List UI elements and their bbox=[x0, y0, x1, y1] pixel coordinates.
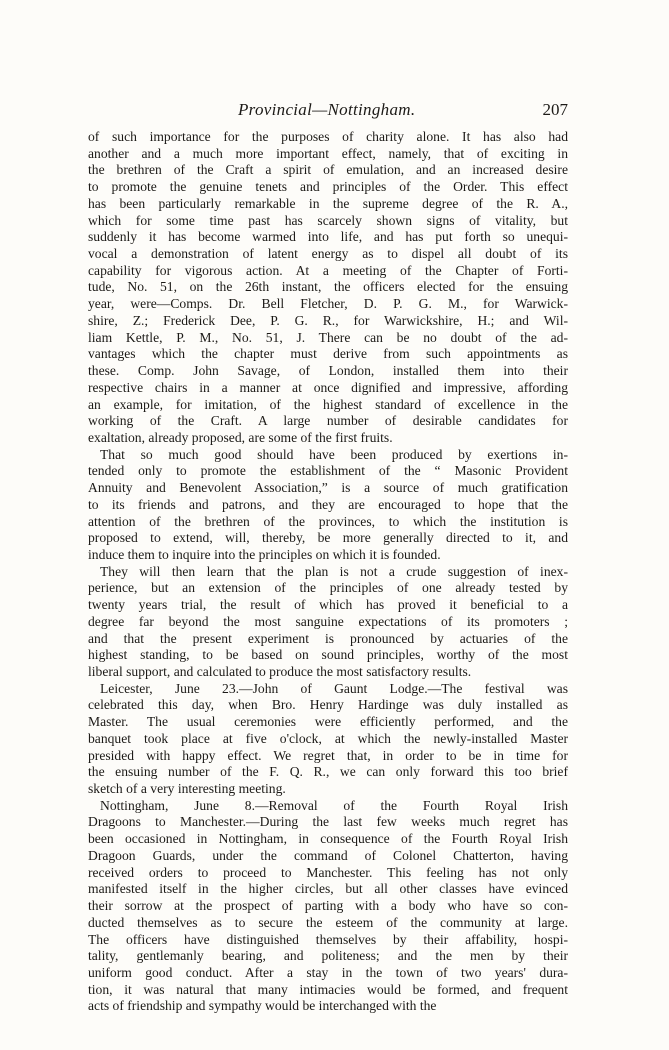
text-line: tude, No. 51, on the 26th instant, the officers elected for the ensuing bbox=[88, 279, 568, 295]
text-line: attention of the brethren of the provinces, to which the institution is bbox=[88, 513, 568, 529]
text-line: ducted themselves as to secure the esteem of the community at large. bbox=[88, 914, 568, 930]
text-line: manifested itself in the higher circles, but all other classes have evinced bbox=[88, 881, 568, 897]
text-line: celebrated this day, when Bro. Henry Hardinge was duly installed as bbox=[88, 697, 568, 713]
text-line: has been particularly remarkable in the supreme degree of the R. A., bbox=[88, 195, 568, 211]
text-line: been occasioned in Nottingham, in consequence of the Fourth Royal Irish bbox=[88, 831, 568, 847]
text-line: tality, gentlemanly bearing, and politeness; and the men by their bbox=[88, 948, 568, 964]
text-line: Dragoon Guards, under the command of Colonel Chatterton, having bbox=[88, 847, 568, 863]
text-line: which for some time past has scarcely shown signs of vitality, but bbox=[88, 212, 568, 228]
page-number: 207 bbox=[542, 100, 568, 119]
text-line: proposed to extend, will, thereby, be more generally directed to it, and bbox=[88, 530, 568, 546]
text-line: the brethren of the Craft a spirit of emulation, and an increased desire bbox=[88, 162, 568, 178]
paragraph bbox=[88, 447, 568, 564]
text-line: their sorrow at the prospect of parting with a body who have so con- bbox=[88, 898, 568, 914]
text-line: perience, but an extension of the principles of one already tested by bbox=[88, 580, 568, 596]
running-head bbox=[88, 100, 568, 124]
text-line: exaltation, already proposed, are some of the first fruits. bbox=[88, 429, 393, 445]
text-line: liam Kettle, P. M., No. 51, J. There can be no doubt of the ad- bbox=[88, 329, 568, 345]
running-title: Provincial—Nottingham. bbox=[238, 100, 416, 119]
text-line: presided with happy effect. We regret that, in order to be in time for bbox=[88, 747, 568, 763]
text-line: to promote the genuine tenets and principles of the Order. This effect bbox=[88, 179, 568, 195]
text-line: the ensuing number of the F. Q. R., we can only forward this too brief bbox=[88, 764, 568, 780]
text-line: Master. The usual ceremonies were efficiently performed, and the bbox=[88, 714, 568, 730]
text-line: acts of friendship and sympathy would be interchanged with the bbox=[88, 998, 437, 1014]
text-line: received orders to proceed to Manchester. This feeling has not only bbox=[88, 864, 568, 880]
text-line: degree far beyond the most sanguine expectations of its promoters ; bbox=[88, 613, 568, 629]
text-line: highest standing, to be based on sound principles, worthy of the most bbox=[88, 647, 568, 663]
text-line: capability for vigorous action. At a meeting of the Chapter of Forti- bbox=[88, 262, 568, 278]
paragraph bbox=[88, 798, 568, 1015]
text-line: Nottingham, June 8.—Removal of the Fourth Royal Irish bbox=[100, 797, 568, 813]
text-line: uniform good conduct. After a stay in the town of two years' dura- bbox=[88, 964, 568, 980]
body-text bbox=[88, 129, 568, 1015]
text-line: Leicester, June 23.—John of Gaunt Lodge.—The festival was bbox=[100, 680, 568, 696]
text-line: another and a much more important effect, namely, that of exciting in bbox=[88, 145, 568, 161]
text-line: sketch of a very interesting meeting. bbox=[88, 781, 286, 797]
paragraph bbox=[88, 129, 568, 447]
text-line: tion, it was natural that many intimacies would be formed, and frequent bbox=[88, 981, 568, 997]
text-line: respective chairs in a manner at once dignified and impressive, affording bbox=[88, 379, 568, 395]
text-line: suddenly it has become warmed into life, and has put forth so unequi- bbox=[88, 229, 568, 245]
text-line: shire, Z.; Frederick Dee, P. G. R., for Warwickshire, H.; and Wil- bbox=[88, 312, 568, 328]
text-line: induce them to inquire into the principles on which it is founded. bbox=[88, 546, 441, 562]
text-line: That so much good should have been produced by exertions in- bbox=[100, 446, 568, 462]
text-line: year, were—Comps. Dr. Bell Fletcher, D. P. G. M., for Warwick- bbox=[88, 296, 568, 312]
text-line: to its friends and patrons, and they are encouraged to hope that the bbox=[88, 496, 568, 512]
text-line: an example, for imitation, of the highest standard of excellence in the bbox=[88, 396, 568, 412]
text-line: liberal support, and calculated to produce the most satisfactory results. bbox=[88, 664, 472, 679]
text-line: Dragoons to Manchester.—During the last few weeks much regret has bbox=[88, 814, 568, 830]
text-line: tended only to promote the establishment of the “ Masonic Provident bbox=[88, 463, 568, 479]
text-line: They will then learn that the plan is not a crude suggestion of inex- bbox=[100, 563, 568, 579]
text-line: working of the Craft. A large number of desirable candidates for bbox=[88, 413, 568, 429]
text-line: vocal a demonstration of latent energy as to dispel all doubt of its bbox=[88, 246, 568, 262]
text-line: twenty years trial, the result of which has proved it beneficial to a bbox=[88, 597, 568, 613]
text-line: vantages which the chapter must derive from such appointments as bbox=[88, 346, 568, 362]
paragraph bbox=[88, 564, 568, 681]
paragraph bbox=[88, 681, 568, 798]
text-line: Annuity and Benevolent Association,” is a source of much gratification bbox=[88, 480, 568, 496]
text-line: and that the present experiment is pronounced by actuaries of the bbox=[88, 630, 568, 646]
text-line: of such importance for the purposes of charity alone. It has also had bbox=[88, 129, 568, 144]
text-line: banquet took place at five o'clock, at which the newly-installed Master bbox=[88, 730, 568, 746]
text-line: these. Comp. John Savage, of London, installed them into their bbox=[88, 363, 568, 379]
text-line: The officers have distinguished themselves by their affability, hospi- bbox=[88, 931, 568, 947]
